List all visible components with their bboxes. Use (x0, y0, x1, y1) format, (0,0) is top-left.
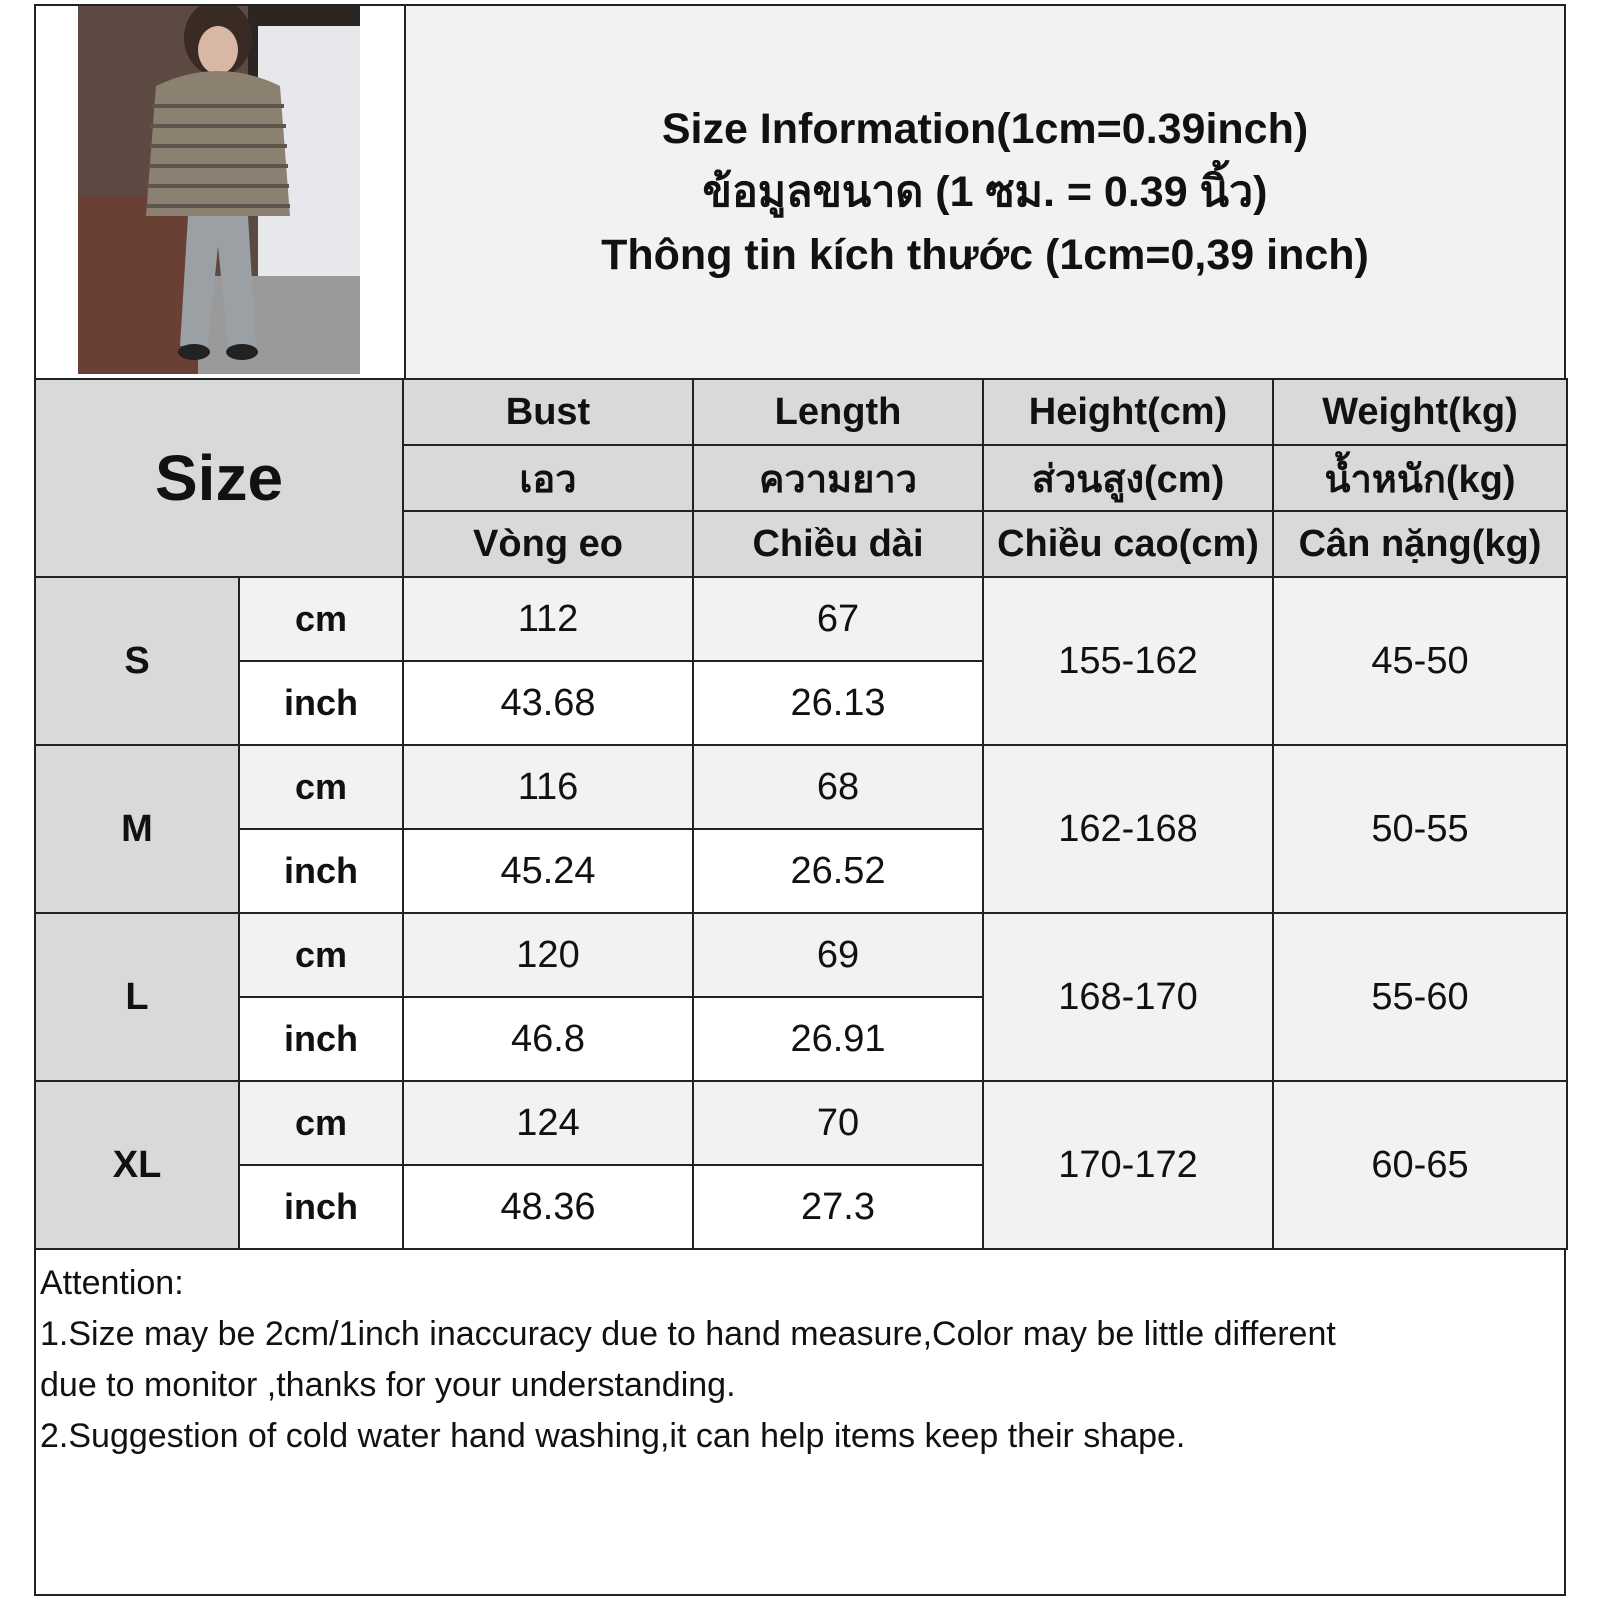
size-label: L (35, 913, 239, 1081)
title-vietnamese: Thông tin kích thước (1cm=0,39 inch) (601, 230, 1369, 279)
table-row (35, 745, 1567, 829)
length-inch: 26.91 (693, 997, 983, 1081)
bust-inch: 46.8 (403, 997, 693, 1081)
table-row (35, 1081, 1567, 1165)
length-inch: 27.3 (693, 1165, 983, 1249)
bust-cm: 116 (403, 745, 693, 829)
header-row-english (35, 379, 1567, 445)
size-label: M (35, 745, 239, 913)
attention-heading: Attention: (40, 1264, 184, 1302)
length-cm: 69 (693, 913, 983, 997)
col-bust-th: เอว (403, 445, 693, 511)
weight-range: 45-50 (1273, 577, 1567, 745)
col-height-vi: Chiều cao(cm) (983, 511, 1273, 577)
col-weight-en: Weight(kg) (1273, 379, 1567, 445)
table-row (35, 577, 1567, 661)
size-header: Size (35, 379, 403, 577)
length-inch: 26.13 (693, 661, 983, 745)
height-range: 155-162 (983, 577, 1273, 745)
size-label: S (35, 577, 239, 745)
col-height-th: ส่วนสูง(cm) (983, 445, 1273, 511)
bust-inch: 48.36 (403, 1165, 693, 1249)
length-inch: 26.52 (693, 829, 983, 913)
col-bust-en: Bust (403, 379, 693, 445)
length-cm: 67 (693, 577, 983, 661)
weight-range: 50-55 (1273, 745, 1567, 913)
bust-inch: 43.68 (403, 661, 693, 745)
col-length-vi: Chiều dài (693, 511, 983, 577)
bust-inch: 45.24 (403, 829, 693, 913)
length-cm: 70 (693, 1081, 983, 1165)
title-english: Size Information(1cm=0.39inch) (661, 104, 1309, 153)
height-range: 162-168 (983, 745, 1273, 913)
model-photo (78, 6, 360, 374)
col-weight-vi: Cân nặng(kg) (1273, 511, 1567, 577)
unit-cm: cm (239, 745, 403, 829)
model-photo-icon (78, 6, 360, 374)
unit-cm: cm (239, 577, 403, 661)
unit-cm: cm (239, 1081, 403, 1165)
attention-line: due to monitor ,thanks for your understanding. (40, 1366, 736, 1404)
table-row (35, 913, 1567, 997)
unit-inch: inch (239, 661, 403, 745)
weight-range: 60-65 (1273, 1081, 1567, 1249)
bust-cm: 120 (403, 913, 693, 997)
col-length-en: Length (693, 379, 983, 445)
unit-inch: inch (239, 829, 403, 913)
bust-cm: 124 (403, 1081, 693, 1165)
length-cm: 68 (693, 745, 983, 829)
attention-line: 2.Suggestion of cold water hand washing,it can help items keep their shape. (40, 1417, 1186, 1455)
col-length-th: ความยาว (693, 445, 983, 511)
attention-notes (40, 1258, 1560, 1462)
unit-inch: inch (239, 997, 403, 1081)
height-range: 168-170 (983, 913, 1273, 1081)
title-thai: ข้อมูลขนาด (1 ซม. = 0.39 นิ้ว) (702, 167, 1268, 216)
col-weight-th: น้ำหนัก(kg) (1273, 445, 1567, 511)
height-range: 170-172 (983, 1081, 1273, 1249)
bust-cm: 112 (403, 577, 693, 661)
col-height-en: Height(cm) (983, 379, 1273, 445)
col-bust-vi: Vòng eo (403, 511, 693, 577)
size-table (34, 378, 1568, 1250)
size-info-title (406, 6, 1564, 378)
size-label: XL (35, 1081, 239, 1249)
attention-line: 1.Size may be 2cm/1inch inaccuracy due to hand measure,Color may be little different (40, 1315, 1336, 1353)
unit-inch: inch (239, 1165, 403, 1249)
unit-cm: cm (239, 913, 403, 997)
weight-range: 55-60 (1273, 913, 1567, 1081)
